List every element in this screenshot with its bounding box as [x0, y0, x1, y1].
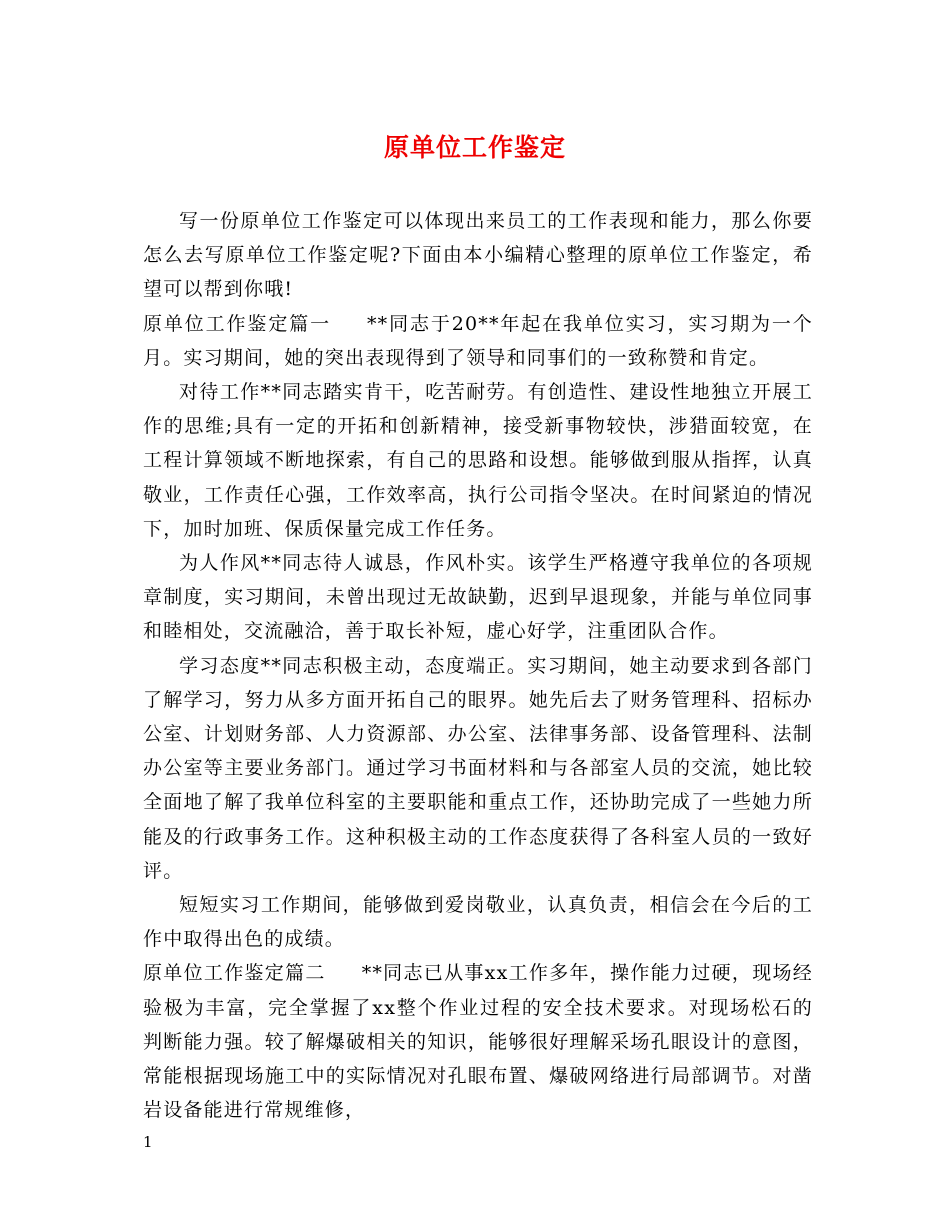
section-2-text: **同志已从事xx工作多年，操作能力过硬，现场经验极为丰富，完全掌握了xx整个作业过程的安全技术要求。对现场松石的判断能力强。较了解爆破相关的知识，能够很好理解采场孔眼设计的意图，常能根据现场施工中的实际情况对孔眼布置、爆破网络进行局部调节。对凿岩设备能进行常规维修， — [143, 962, 813, 1122]
learning-attitude-paragraph: 学习态度**同志积极主动，态度端正。实习期间，她主动要求到各部门了解学习，努力从多方面开拓自己的眼界。她先后去了财务管理科、招标办公室、计划财务部、人力资源部、办公室、法律事务部、设备管理科、法制办公室等主要业务部门。通过学习书面材料和与各部室人员的交流，她比较全面地了解了我单位科室的主要职能和重点工作，还协助完成了一些她力所能及的行政事务工作。这种积极主动的工作态度获得了各科室人员的一致好评。 — [143, 654, 813, 882]
section-1-paragraph — [143, 307, 813, 375]
section-1-heading: 原单位工作鉴定篇一 — [143, 312, 331, 335]
conduct-paragraph: 为人作风**同志待人诚恳，作风朴实。该学生严格遵守我单位的各项规章制度，实习期间，未曾出现过无故缺勤，迟到早退现象，并能与单位同事和睦相处，交流融洽，善于取长补短，虚心好学，注重团队合作。 — [143, 552, 813, 643]
intro-paragraph: 写一份原单位工作鉴定可以体现出来员工的工作表现和能力，那么你要怎么去写原单位工作鉴定呢?下面由本小编精心整理的原单位工作鉴定，希望可以帮到你哦! — [143, 210, 813, 301]
section-2-heading: 原单位工作鉴定篇二 — [143, 962, 326, 985]
section-2-paragraph — [143, 956, 813, 1127]
work-attitude-paragraph: 对待工作**同志踏实肯干，吃苦耐劳。有创造性、建设性地独立开展工作的思维;具有一定的开拓和创新精神，接受新事物较快，涉猎面较宽，在工程计算领域不断地探索，有自己的思路和设想。能够做到服从指挥，认真敬业，工作责任心强，工作效率高，执行公司指令坚决。在时间紧迫的情况下，加时加班、保质保量完成工作任务。 — [143, 381, 813, 540]
document-body — [143, 204, 813, 1127]
document-title: 原单位工作鉴定 — [383, 133, 566, 162]
section-1-text: **同志于20**年起在我单位实习，实习期为一个月。实习期间，她的突出表现得到了领导和同事们的一致称赞和肯定。 — [143, 312, 813, 369]
summary-paragraph: 短短实习工作期间，能够做到爱岗敬业，认真负责，相信会在今后的工作中取得出色的成绩。 — [143, 894, 813, 951]
page-number: 1 — [143, 1133, 153, 1151]
